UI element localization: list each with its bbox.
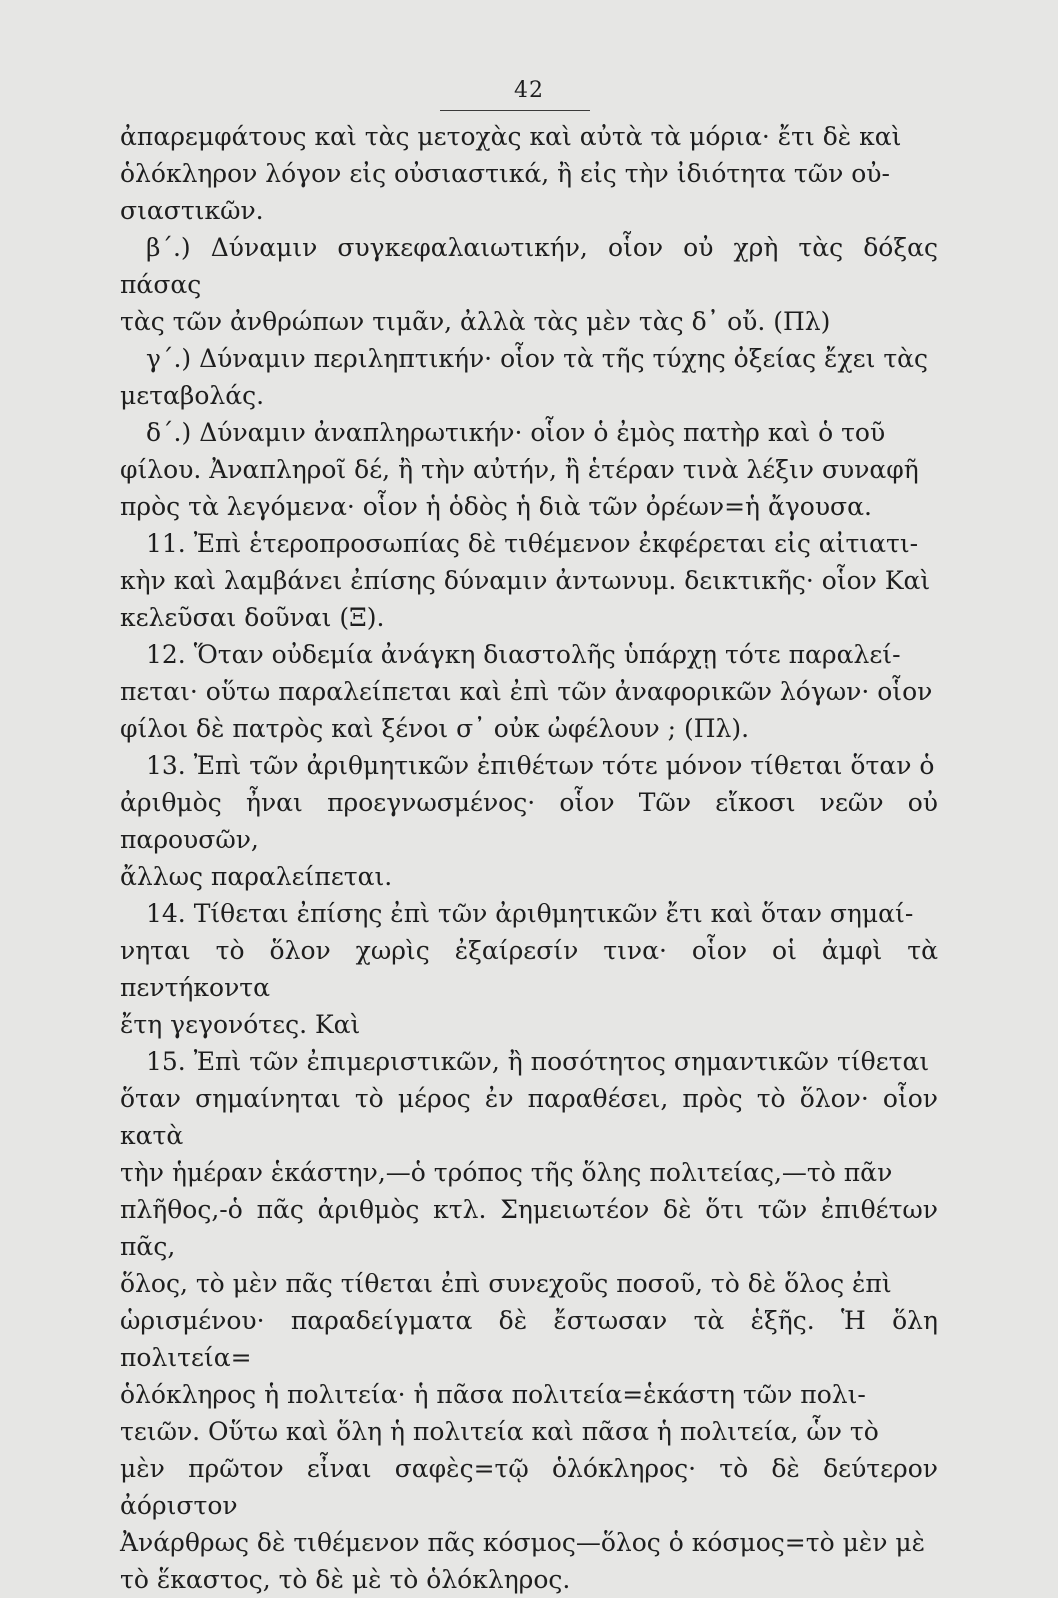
- text-line: ὅλος, τὸ μὲν πᾶς τίθεται ἐπὶ συνεχοῦς ποσοῦ, τὸ δὲ ὅλος ἐπὶ: [120, 1269, 892, 1298]
- text-line: τειῶν. Οὕτω καὶ ὅλη ἡ πολιτεία καὶ πᾶσα ἡ πολιτεία, ὧν τὸ: [120, 1417, 879, 1446]
- text-line: ἔτη γεγονότες. Καὶ: [120, 1010, 361, 1039]
- text-line: ὁλόκληρον λόγον εἰς οὐσιαστικά, ἢ εἰς τὴν ἰδιότητα τῶν οὐ-: [120, 159, 890, 188]
- text-line: τὰς τῶν ἀνθρώπων τιμᾶν, ἀλλὰ τὰς μὲν τὰς δ᾿ οὔ. (Πλ): [120, 307, 831, 336]
- text-line: τὴν ἡμέραν ἑκάστην,—ὁ τρόπος τῆς ὅλης πολιτείας,—τὸ πᾶν: [120, 1158, 893, 1187]
- text-line: ὅταν σημαίνηται τὸ μέρος ἐν παραθέσει, πρὸς τὸ ὅλον· οἷον κατὰ: [120, 1084, 938, 1150]
- text-line: 14. Τίθεται ἐπίσης ἐπὶ τῶν ἀριθμητικῶν ἔτι καὶ ὅταν σημαί-: [146, 899, 914, 928]
- text-line: ἀπαρεμφάτους καὶ τὰς μετοχὰς καὶ αὐτὰ τὰ μόρια· ἔτι δὲ καὶ: [120, 122, 902, 151]
- text-line: ἀριθμὸς ἦναι προεγνωσμένος· οἷον Τῶν εἴκοσι νεῶν οὐ παρουσῶν,: [120, 788, 938, 854]
- text-line: δ΄.) Δύναμιν ἀναπληρωτικήν· οἷον ὁ ἐμὸς πατὴρ καὶ ὁ τοῦ: [146, 418, 886, 447]
- text-line: β΄.) Δύναμιν συγκεφαλαιωτικήν, οἷον οὐ χρὴ τὰς δόξας πάσας: [120, 233, 938, 299]
- text-line: 15. Ἐπὶ τῶν ἐπιμεριστικῶν, ἢ ποσότητος σημαντικῶν τίθεται: [146, 1047, 930, 1076]
- text-line: φίλοι δὲ πατρὸς καὶ ξένοι σ᾿ οὐκ ὠφέλουν ; (Πλ).: [120, 714, 750, 743]
- text-line: 13. Ἐπὶ τῶν ἀριθμητικῶν ἐπιθέτων τότε μόνον τίθεται ὅταν ὁ: [146, 751, 935, 780]
- text-line: τὸ ἕκαστος, τὸ δὲ μὲ τὸ ὁλόκληρος.: [120, 1565, 571, 1594]
- text-line: πλῆθος,-ὁ πᾶς ἀριθμὸς κτλ. Σημειωτέον δὲ ὅτι τῶν ἐπιθέτων πᾶς,: [120, 1195, 938, 1261]
- text-line: ὁλόκληρος ἡ πολιτεία· ἡ πᾶσα πολιτεία=ἑκάστη τῶν πολι-: [120, 1380, 866, 1409]
- text-line: 12. Ὅταν οὐδεμία ἀνάγκη διαστολῆς ὑπάρχῃ τότε παραλεί-: [146, 640, 901, 669]
- page-number: 42: [514, 78, 544, 103]
- text-line: μὲν πρῶτον εἶναι σαφὲς=τῷ ὁλόκληρος· τὸ δὲ δεύτερον ἀόριστον: [120, 1454, 938, 1520]
- text-line: σιαστικῶν.: [120, 196, 264, 225]
- text-line: νηται τὸ ὅλον χωρὶς ἐξαίρεσίν τινα· οἷον οἱ ἀμφὶ τὰ πεντήκοντα: [120, 936, 938, 1002]
- text-line: φίλου. Ἀναπληροῖ δέ, ἢ τὴν αὐτήν, ἢ ἑτέραν τινὰ λέξιν συναφῆ: [120, 455, 919, 484]
- text-line: ἄλλως παραλείπεται.: [120, 862, 393, 891]
- text-line: 11. Ἐπὶ ἑτεροπροσωπίας δὲ τιθέμενον ἐκφέρεται εἰς αἰτιατι-: [146, 529, 919, 558]
- text-line: μεταβολάς.: [120, 381, 265, 410]
- text-line: πρὸς τὰ λεγόμενα· οἷον ἡ ὁδὸς ἡ διὰ τῶν ὀρέων=ἡ ἄγουσα.: [120, 492, 872, 521]
- text-line: πεται· οὕτω παραλείπεται καὶ ἐπὶ τῶν ἀναφορικῶν λόγων· οἷον: [120, 677, 933, 706]
- text-line: ὡρισμένου· παραδείγματα δὲ ἔστωσαν τὰ ἑξῆς. Ἡ ὅλη πολιτεία=: [120, 1306, 938, 1372]
- text-line: κὴν καὶ λαμβάνει ἐπίσης δύναμιν ἀντωνυμ. δεικτικῆς· οἷον Καὶ: [120, 566, 931, 595]
- header-rule: [440, 110, 590, 111]
- text-line: κελεῦσαι δοῦναι (Ξ).: [120, 603, 385, 632]
- text-line: γ΄.) Δύναμιν περιληπτικήν· οἷον τὰ τῆς τύχης ὀξείας ἔχει τὰς: [146, 344, 929, 373]
- text-body: [120, 118, 938, 1598]
- text-line: Ἀνάρθρως δὲ τιθέμενον πᾶς κόσμος—ὅλος ὁ κόσμος=τὸ μὲν μὲ: [120, 1528, 926, 1557]
